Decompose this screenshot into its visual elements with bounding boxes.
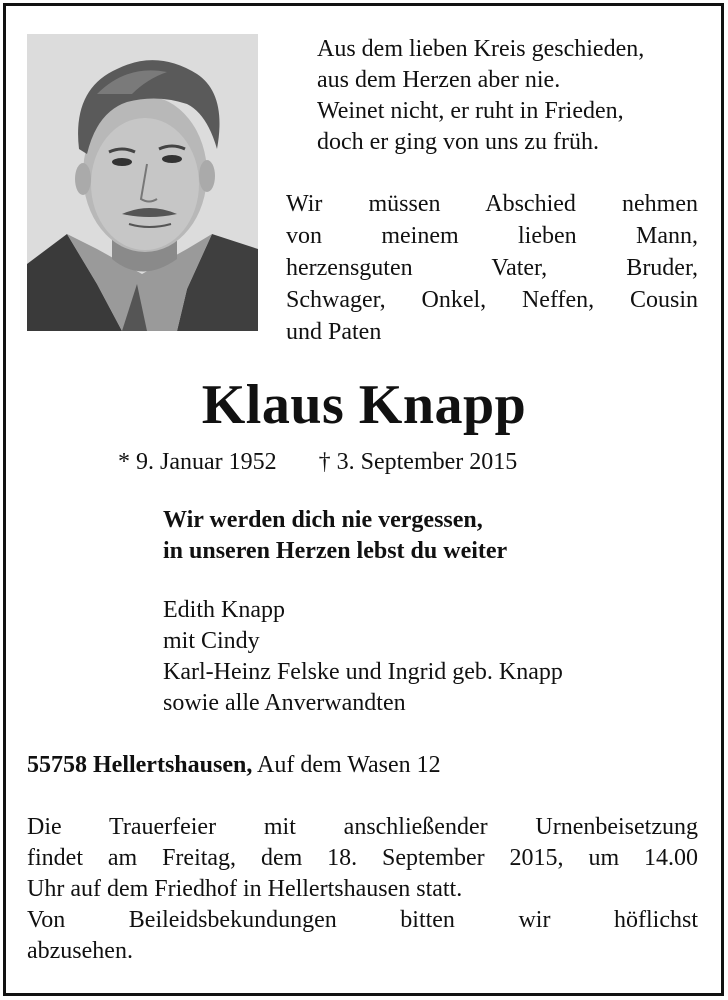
poem-line: Aus dem lieben Kreis geschieden, [317, 36, 645, 62]
remembrance-quote [163, 505, 623, 567]
service-line: abzusehen. [27, 938, 133, 964]
service-line: findet am Freitag, dem 18. September 2015, um 14.00 [27, 845, 698, 871]
birth-date: * 9. Januar 1952 [118, 449, 277, 475]
death-date: † 3. September 2015 [318, 449, 518, 475]
mourner: Edith Knapp [163, 597, 285, 623]
poem-line: aus dem Herzen aber nie. [317, 67, 561, 93]
farewell-intro [286, 188, 698, 348]
remembrance-line: Wir werden dich nie vergessen, [163, 507, 483, 533]
intro-line: Wir müssen Abschied nehmen [286, 191, 698, 217]
intro-line: und Paten [286, 319, 382, 345]
mourner: mit Cindy [163, 628, 260, 654]
service-line: Uhr auf dem Friedhof in Hellertshausen statt. [27, 876, 463, 902]
poem-line: doch er ging von uns zu früh. [317, 129, 599, 155]
poem-line: Weinet nicht, er ruht in Frieden, [317, 98, 624, 124]
mourners-list [163, 595, 703, 719]
poem [317, 34, 697, 158]
portrait-photo [27, 34, 258, 331]
family-address [27, 750, 707, 781]
intro-line: Schwager, Onkel, Neffen, Cousin [286, 287, 698, 313]
intro-line: herzensguten Vater, Bruder, [286, 255, 698, 281]
address-street: Auf dem Wasen 12 [257, 752, 441, 778]
funeral-service-notice [27, 812, 698, 967]
mourner: sowie alle Anverwandten [163, 690, 406, 716]
intro-line: von meinem lieben Mann, [286, 223, 698, 249]
service-line: Die Trauerfeier mit anschließender Urnenbeisetzung [27, 814, 698, 840]
service-line: Von Beileidsbekundungen bitten wir höflichst [27, 907, 698, 933]
deceased-name: Klaus Knapp [201, 374, 527, 436]
remembrance-line: in unseren Herzen lebst du weiter [163, 538, 508, 564]
life-dates [118, 447, 638, 477]
mourner: Karl-Heinz Felske und Ingrid geb. Knapp [163, 659, 563, 685]
address-city: 55758 Hellertshausen, [27, 752, 253, 778]
